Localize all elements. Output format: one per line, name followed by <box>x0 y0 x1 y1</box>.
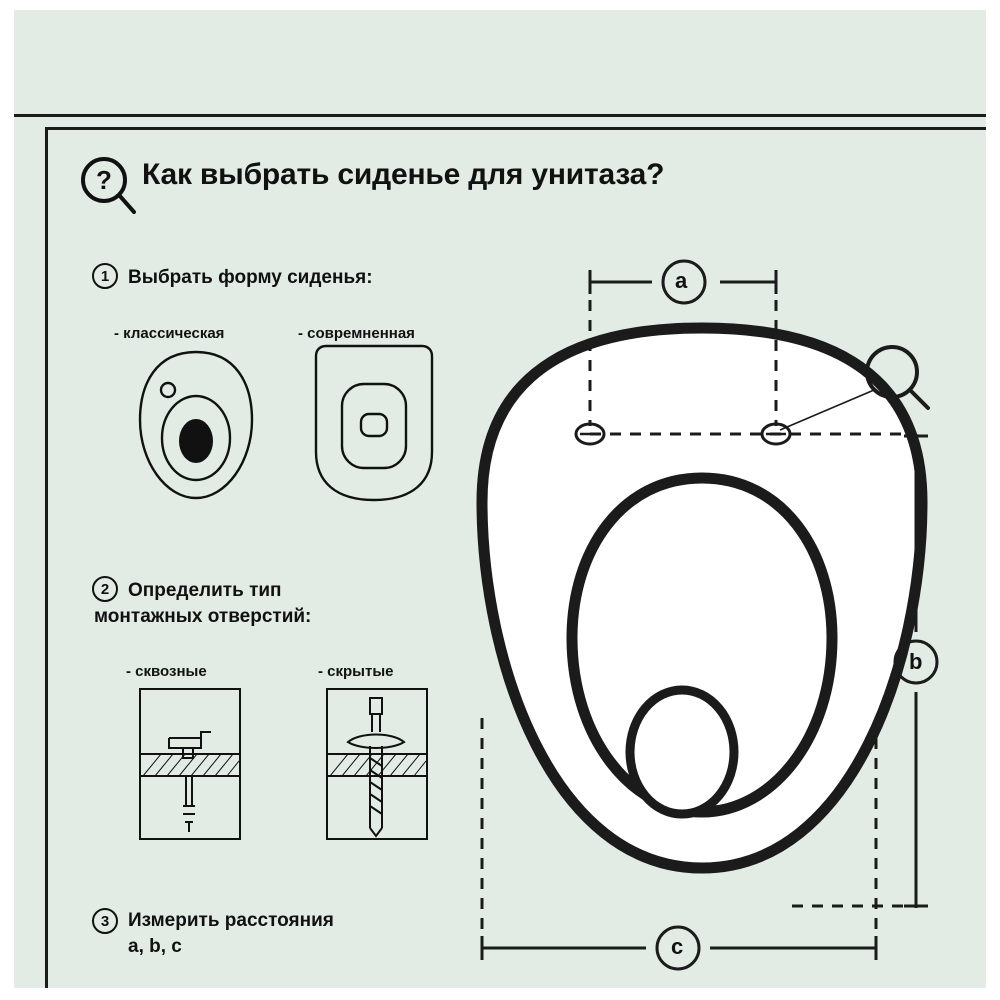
top-divider <box>14 114 986 117</box>
svg-text:?: ? <box>96 165 112 195</box>
step-3-title-line1: Измерить расстояния <box>128 910 334 931</box>
option-classic-label: - классическая <box>114 325 225 342</box>
hidden-hole-mount-icon <box>326 688 428 840</box>
step-2-title-line1: Определить тип <box>128 580 282 601</box>
step-1-number: 1 <box>92 263 118 289</box>
modern-seat-shape-icon <box>304 342 444 504</box>
dimension-label-a: a <box>675 268 688 293</box>
dimension-label-b: b <box>909 649 923 674</box>
option-modern-label: - совремненная <box>298 325 415 342</box>
step-1-title: Выбрать форму сиденья: <box>128 267 373 288</box>
option-through-label: - сквозные <box>126 663 207 680</box>
toilet-seat-top-view <box>444 240 984 980</box>
dimension-label-c: c <box>671 934 684 959</box>
classic-seat-shape-icon <box>126 348 266 503</box>
through-hole-mount-icon <box>139 688 241 840</box>
option-hidden-label: - скрытые <box>318 663 394 680</box>
step-2-title-line2: монтажных отверстий: <box>94 606 312 627</box>
page-title: Как выбрать сиденье для унитаза? <box>142 158 665 191</box>
step-3-title-line2: a, b, c <box>128 936 182 957</box>
step-3-number: 3 <box>92 908 118 934</box>
diagram-canvas <box>14 10 986 988</box>
question-magnifier-icon <box>80 156 128 204</box>
step-2-number: 2 <box>92 576 118 602</box>
